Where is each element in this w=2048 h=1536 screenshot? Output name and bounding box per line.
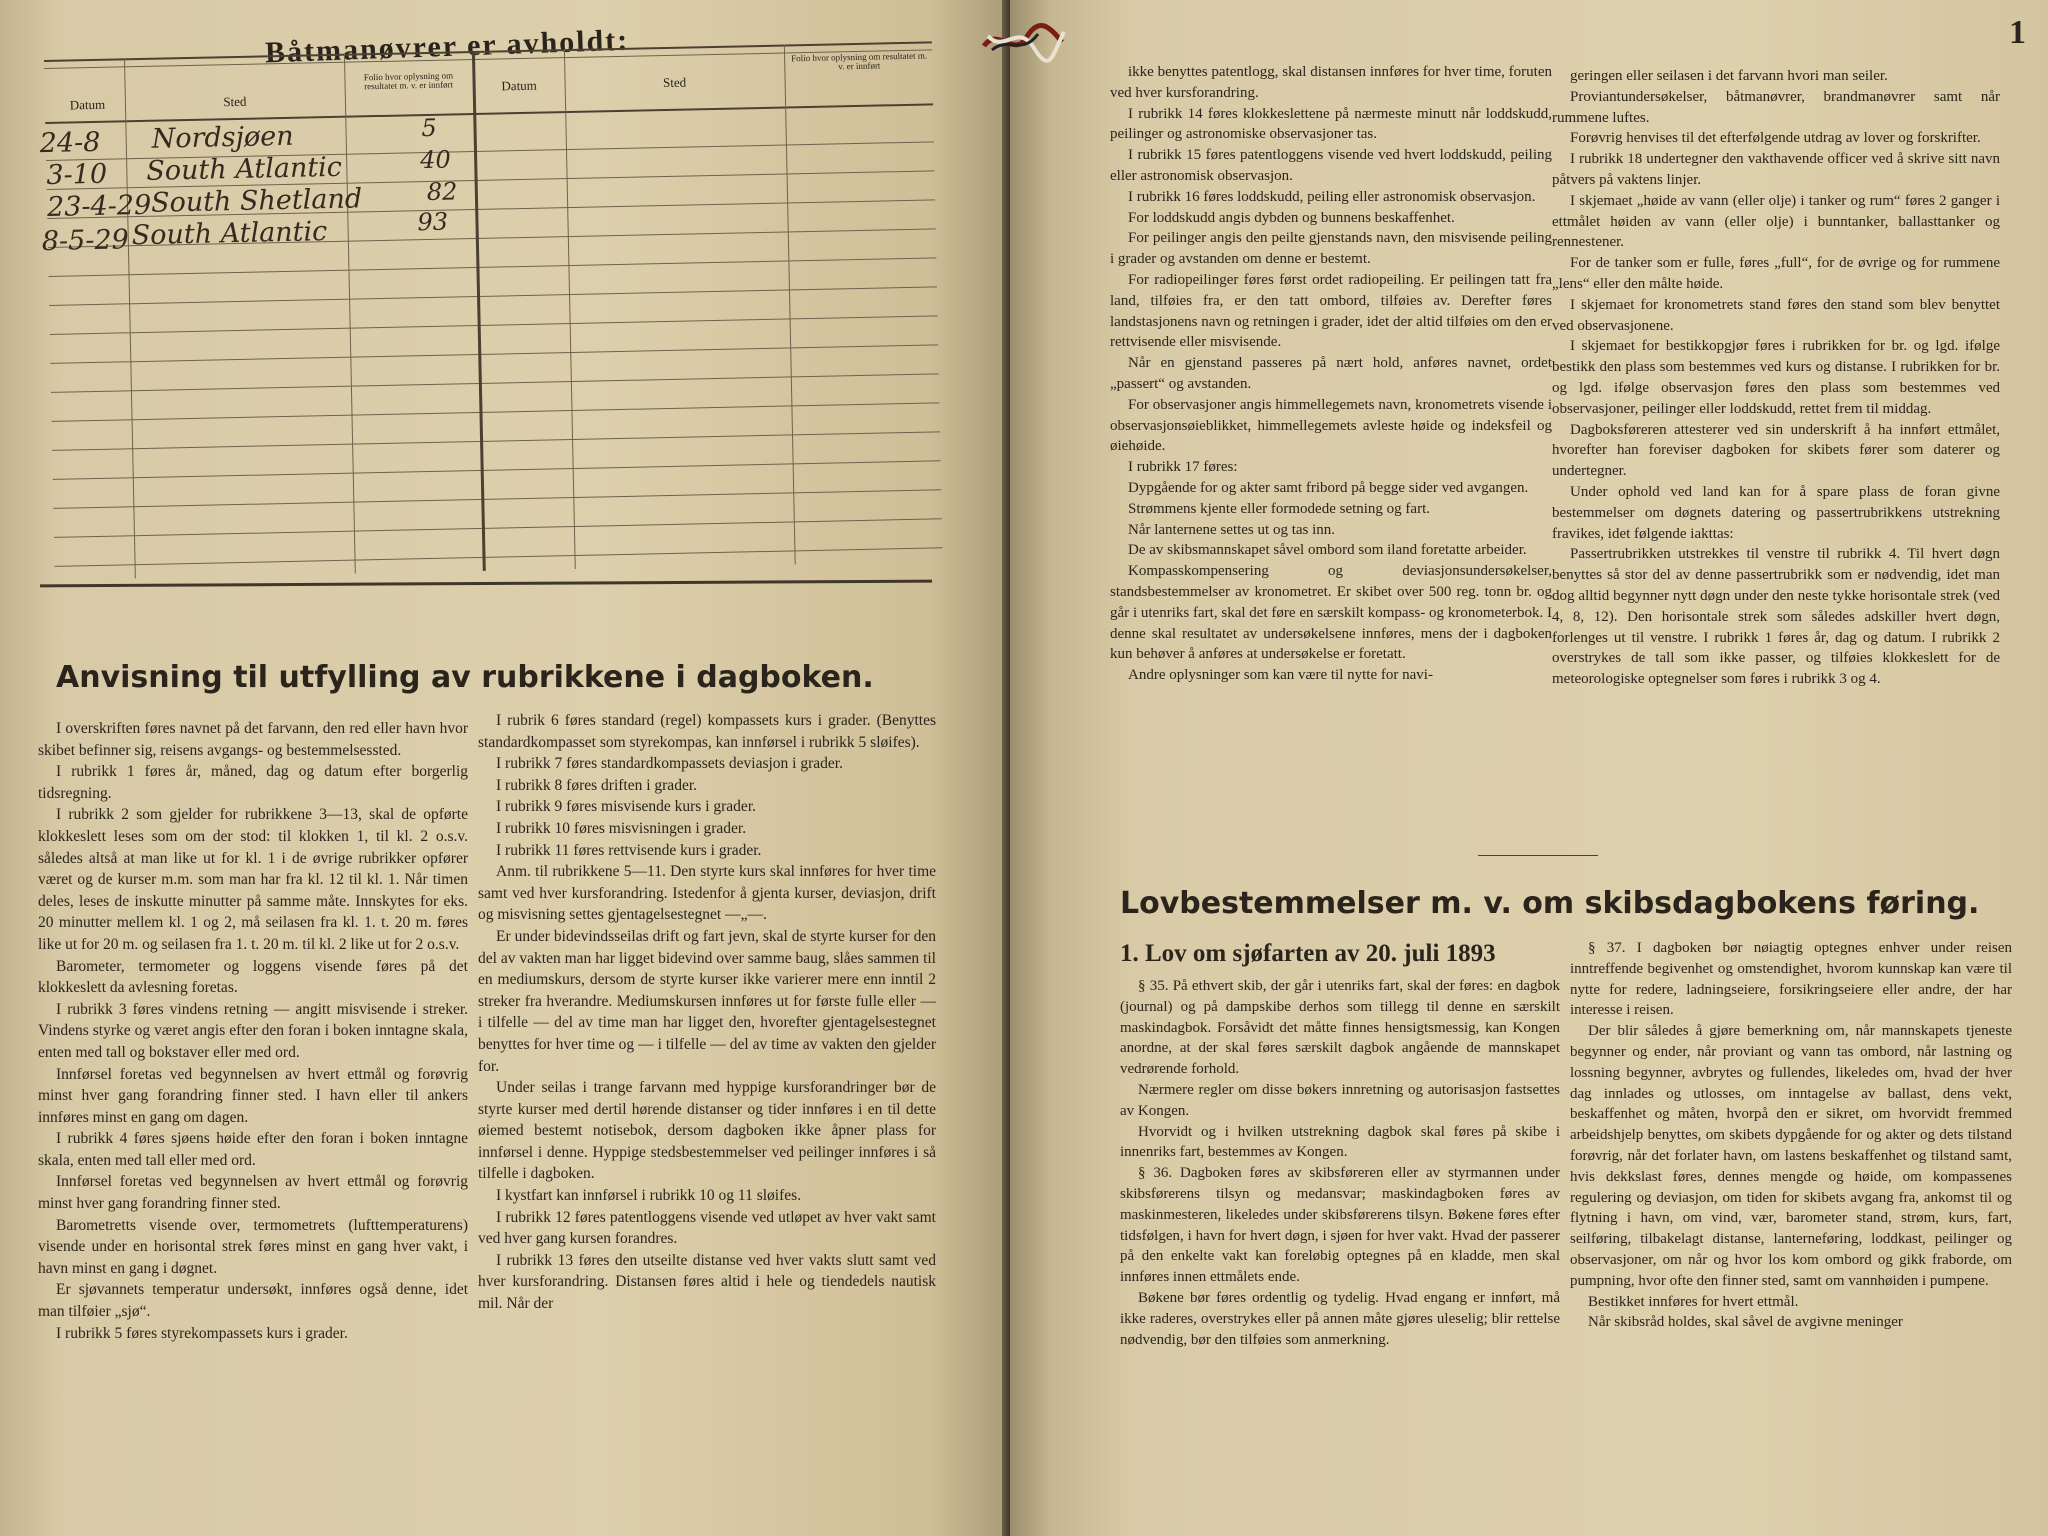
entry-place: Nordsjøen [151,120,294,155]
paragraph: I kystfart kan innførsel i rubrikk 10 og 11 sløifes. [496,1187,802,1205]
header-place-2: Sted [662,74,687,91]
entry-place: South Atlantic [131,216,328,252]
entry-date: 8-5-29 [41,224,130,258]
paragraph: I rubrikk 13 føres den utseilte distanse ved hver vakts slutt samt ved hver kursforandring. Distansen føres altid i hele og tiendedels nautisk mil. Når der [478,1251,936,1313]
paragraph: Når en gjenstand passeres på nært hold, anføres navnet, ordet „passert“ og avstanden. [1110,355,1552,392]
law-column-1 [1120,976,1560,1350]
paragraph: Bøkene bør føres ordentlig og tydelig. Hvad engang er innført, må ikke raderes, overstrykes eller på annen måte gjøres uleselig; blir rettelse nødvendig, bør den tilføies som anmerkning. [1120,1289,1560,1348]
entry-folio: 93 [417,207,449,237]
paragraph: I rubrikk 1 føres år, måned, dag og datum efter borgerlig tidsregning. [38,763,468,802]
paragraph: I rubrikk 3 føres vindens retning — angitt misvisende i streker. Vindens styrke og været angis efter den foran i boken inntagne skala, enten med tall og bokstaver eller med ord. [38,1000,468,1061]
paragraph: I rubrikk 9 føres misvisende kurs i grader. [496,798,756,816]
paragraph: I overskriften føres navnet på det farvann, den red eller havn hvor skibet befinner sig, reisens avgangs- og bestemmelsessted. [38,720,468,759]
entry-date: 23-4-29 [46,189,152,223]
paragraph: I skjemaet for bestikkopgjør føres i rubrikken for br. og lgd. ifølge bestikk den plass som bestemmes ved kurs og distanse. I rubrikken for br. og lgd. ifølge observasjon føres den plass som bestemmes ved observasjoner, peilinger eller loddskudd, rettet frem til middag. [1552,338,2000,417]
paragraph: De av skibsmannskapet såvel ombord som iland foretatte arbeider. [1128,542,1527,559]
paragraph: Innførsel foretas ved begynnelsen av hvert ettmål og forøvrig minst hver gang forandring finner sted. [38,1173,468,1213]
header-folio-2: Folio hvor oplysning om resultatet m. v. er innført [791,50,928,72]
boat-drills-table [39,41,943,579]
binding-thread [978,18,1068,64]
paragraph: Er sjøvannets temperatur undersøkt, innføres også denne, idet man tilføier „sjø“. [38,1281,468,1321]
instructions-column-1 [38,718,468,1344]
paragraph: I rubrikk 4 føres sjøens høide efter den foran i boken inntagne skala, enten med tall eller med ord. [38,1130,468,1169]
paragraph: I rubrikk 16 føres loddskudd, peiling eller astronomisk observasjon. [1128,188,1536,205]
paragraph: I rubrikk 10 føres misvisningen i grader. [496,819,747,837]
section-separator [1478,855,1598,856]
paragraph: I skjemaet „høide av vann (eller olje) i tanker og rum“ føres 2 ganger i ettmålet høiden av vann (eller olje) i bunntanker, ballasttanker og rennestener. [1552,192,2000,251]
header-date-2: Datum [501,77,537,94]
paragraph: I rubrikk 14 føres klokkeslettene på nærmeste minutt når loddskudd, peilinger og astronomiske observasjoner tas. [1110,105,1552,143]
paragraph: For radiopeilinger føres først ordet radiopeiling. Er peilingen tatt fra land, tilføies fra, er den tatt ombord, tilføies av. Derefter føres landstasjonens navn og retningen i grader, idet der altid tilføies om den er rettvisende eller misvisende. [1110,271,1552,351]
paragraph: I rubrikk 5 føres styrekompassets kurs i grader. [56,1324,348,1342]
paragraph: Andre oplysninger som kan være til nytte for navi- [1128,667,1433,684]
header-folio: Folio hvor oplysning om resultatet m. v. er innført [363,70,454,92]
paragraph: § 36. Dagboken føres av skibsføreren eller av styrmannen under skibsførerens tilsyn og medansvar; maskindagboken føres av maskinmesteren, likeledes under skibsførerens tilsyn. Bøkene føres efter tidsfølgen, i havn for hvert døgn, i sjøen for hver vakt. Hvad der passerer på den enkelte vakt kan foreløbig optegnes på en kladde, men skal innføres innen ettmålets ende. [1120,1165,1560,1286]
entry-place: South Shetland [150,183,363,219]
paragraph: Proviantundersøkelser, båtmanøvrer, brandmanøvrer samt når rummene luftes. [1552,88,2000,126]
paragraph: Strømmens kjente eller formodede setning og fart. [1128,500,1430,517]
paragraph: I rubrikk 12 føres patentloggens visende ved utløpet av hver vakt samt ved hver gang kursen forandres. [478,1208,936,1248]
paragraph: I rubrikk 15 føres patentloggens visende ved hvert loddskudd, peiling eller astronomisk observasjon. [1110,147,1552,184]
entry-folio: 5 [421,113,438,143]
entry-place: South Atlantic [146,151,343,187]
paragraph: Passertrubrikken utstrekkes til venstre til rubrikk 4. Til hvert døgn benyttes så stor del av denne passertrubrikk som er nødvendig, idet man dog alltid begynner nytt døgn under den neste tykke horisontale strek (ved 4, 8, 12). Den horisontale strek som således adskiller hvert døgn, forlenges ut til venstre. I rubrikk 1 føres år, dag og datum. I rubrikk 2 overstrykes de tall som ikke passer, og tilføies klokkeslett for de meteorologiske optegnelser som føres i rubrikk 3 og 4. [1552,546,2000,688]
instructions-column-2 [478,710,936,1315]
paragraph: I rubrik 6 føres standard (regel) kompassets kurs i grader. (Benyttes standardkompasset som styrekompas, kan innførsel i rubrikk 5 sløifes). [478,712,936,751]
paragraph: § 37. I dagboken bør nøiagtig optegnes enhver under reisen inntreffende begivenhet og omstendighet, hvorom kunnskap kan være til nytte for redere, ladningseiere, forsikringseiere eller andre, der har interesse i reisen. [1570,940,2012,1019]
paragraph: Dypgående for og akter samt fribord på begge sider ved avgangen. [1128,479,1529,496]
instructions-heading: Anvisning til utfylling av rubrikkene i dagboken. [56,660,874,695]
paragraph: Hvorvidt og i hvilken utstrekning dagbok skal føres på skibe i innenriks fart, bestemmes av Kongen. [1120,1123,1560,1161]
paragraph: Innførsel foretas ved begynnelsen av hvert ettmål og forøvrig minst hver gang forandring finner sted. I havn eller til ankers innføres minst en gang om dagen. [38,1065,468,1126]
paragraph: I rubrikk 11 føres rettvisende kurs i grader. [496,841,762,859]
paragraph: I rubrikk 7 føres standardkompassets deviasjon i grader. [496,755,843,773]
paragraph: I skjemaet for kronometrets stand føres den stand som blev benyttet ved observasjonene. [1552,296,2000,334]
paragraph: Bestikket innføres for hvert ettmål. [1588,1293,1799,1310]
paragraph: Anm. til rubrikkene 5—11. Den styrte kurs skal innføres for hver time samt ved hver kursforandring. Istedenfor å gjenta kurser, deviasjon, drift og misvisning settes gjentagelsestegnet —„—. [478,863,936,924]
entry-date: 3-10 [46,158,108,191]
left-page [0,0,1010,1536]
paragraph: Under ophold ved land kan for å spare plass de foran givne bestemmelser om døgnets datering og passertrubrikkens utstrekning fravikes, idet følgende iakttas: [1552,483,2000,542]
paragraph: For de tanker som er fulle, føres „full“, for de øvrige og for rummene „lens“ eller den målte høide. [1552,255,2000,292]
paragraph: § 35. På ethvert skib, der går i utenriks fart, skal der føres: en dagbok (journal) og på dampskibe derhos som tillegg til denne en særskilt maskindagbok. Forsåvidt det måtte finnes hensigtsmessig, kan Kongen anordne, at der skal føres særskilt dagbok angående de mannskapet vedrørende forhold. [1120,978,1560,1078]
paragraph: Når lanternene settes ut og tas inn. [1128,521,1336,538]
paragraph: For loddskudd angis dybden og bunnens beskaffenhet. [1128,209,1455,226]
paragraph: I rubrikk 8 føres driften i grader. [496,776,698,794]
header-date: Datum [69,96,106,113]
paragraph: Barometretts visende over, termometrets (lufttemperaturens) visende under en horisontal strek føres minst en gang hver vakt, i havn minst en gang i døgnet. [38,1216,468,1277]
right-page [1010,0,2048,1536]
paragraph: I rubrikk 2 som gjelder for rubrikkene 3—13, skal de opførte klokkeslett leses som om der stod: til klokken 1, til kl. 2 o.s.v. således altså at man like ut for kl. 1 i de øvrige rubrikker opfører været og de kurser m.m. som man har fra kl. 12 til kl. 1. Når timen deles, leses de inskutte minutter på samme måte. Innskytes for eks. 20 minutter mellem kl. 1 og 2, må seilasen fra kl. 1. t. 20 m. føres like ut for 20 m. og seilasen fra 1. t. 20 m. til kl. 2 like ut for 2 o.s.v. [38,806,468,953]
paragraph: Er under bidevindsseilas drift og fart jevn, skal de styrte kurser for den del av vakten man har ligget bidevind over samme baug, slåes sammen til en mediumskurs, dersom de styrte kurser ikke varierer mere enn inntil 2 streker fra hverandre. Mediumskursen innføres ut for første fulle eller — i tilfelle — del av time man har ligget den, hvorefter gjentagelsestegnet benyttes for hver time og — i tilfelle — del av time av vakten den gjelder for. [478,927,936,1075]
paragraph: Under seilas i trange farvann med hyppige kursforandringer bør de styrte kurser med dertil hørende distanser og tider innføres i en til dette øiemed bestemt notisebok, dersom dagboken ikke åpner plass for innførsel i denne. Hyppige stedsbestemmelser ved peilinger innføres i så tilfelle i dagboken. [478,1079,936,1183]
boat-drills-title: Båtmanøvrer er avholdt: [264,23,630,70]
paragraph: geringen eller seilasen i det farvann hvori man seiler. [1570,68,1888,84]
table-bottom-rule [40,580,932,588]
paragraph: Dagboksføreren attesterer ved sin underskrift å ha innført ettmålet, hvorefter han foreviser dagboken for skibets fører som daterer og undertegner. [1552,421,2000,480]
paragraph: Når skibsråd holdes, skal såvel de avgivne meninger [1588,1314,1903,1331]
paragraph: ikke benyttes patentlogg, skal distansen innføres for hver time, foruten ved hver kursforandring. [1110,64,1552,101]
law-heading: Lovbestemmelser m. v. om skibsdagbokens føring. [1120,886,1980,921]
instructions-column-3 [1110,62,1552,686]
paragraph: I rubrikk 18 undertegner den vakthavende officer ved å skrive sitt navn påtvers på vaktens linjer. [1552,151,2000,188]
law-subheading: 1. Lov om sjøfarten av 20. juli 1893 [1120,940,1496,967]
entry-folio: 40 [419,145,452,175]
entry-folio: 82 [426,177,458,207]
paragraph: I rubrikk 17 føres: [1128,459,1238,476]
paragraph: Nærmere regler om disse bøkers innretning og autorisasjon fastsettes av Kongen. [1120,1081,1560,1119]
paragraph: For peilinger angis den peilte gjenstands navn, den misvisende peiling i grader og avstanden om denne er bestemt. [1110,230,1552,268]
paragraph: Kompasskompensering og deviasjonsundersøkelser, standsbestemmelser av kronometret. Er skibet over 500 reg. tonn br. og går i utenriks fart, skal det føre en særskilt kompass- og kronometerbok. I denne skal resultatet av undersøkelsene innføres, mens der i dagboken kun behøver å anføres at undersøkelse er foretatt. [1110,563,1552,663]
header-place: Sted [223,93,247,110]
entry-date: 24-8 [39,126,101,160]
paragraph: For observasjoner angis himmellegemets navn, kronometrets visende i observasjonsøieblikket, himmellegemets avleste høide og indeksfeil og øiehøide. [1110,396,1552,455]
paragraph: Forøvrig henvises til det efterfølgende utdrag av lover og forskrifter. [1570,130,1981,147]
instructions-column-4 [1552,66,2000,690]
law-column-2 [1570,938,2012,1333]
page-number: 1 [2009,14,2026,51]
paragraph: Der blir således å gjøre bemerkning om, når mannskapets tjeneste begynner og ender, når proviant og vann tas ombord, når lastning og lossning begynner, avbrytes og fullendes, likeledes om, hvad der hver dag innlades og utlosses, om inntagelse av ballast, dens vekt, beskaffenhet og måten, hvorpå den er sikret, om hvorvidt fremmed arbeidshjelp benyttes, om skibets dypgående for og akter og dets tilstand forøvrig, når det forlater havn, om lastens beskaffenhet og tilstand samt, hvis dekkslast føres, dennes mengde og høide, om kompassenes regulering og deviasjon, om tiden for skibets avgang fra, ankomst til og flytning i havn, om vind, vær, barometer stand, strøm, kurs, fart, seilføring, tilbakelagt distanse, lanterneføring, loddkast, peilinger og observasjoner, om når og hvor los kom ombord og gikk fraborde, om pumpning, hvor ofte den finner sted, samt om vannhøiden i pumpene. [1570,1023,2012,1289]
paragraph: Barometer, termometer og loggens visende føres på det klokkeslett da avlesning foretas. [38,957,468,997]
